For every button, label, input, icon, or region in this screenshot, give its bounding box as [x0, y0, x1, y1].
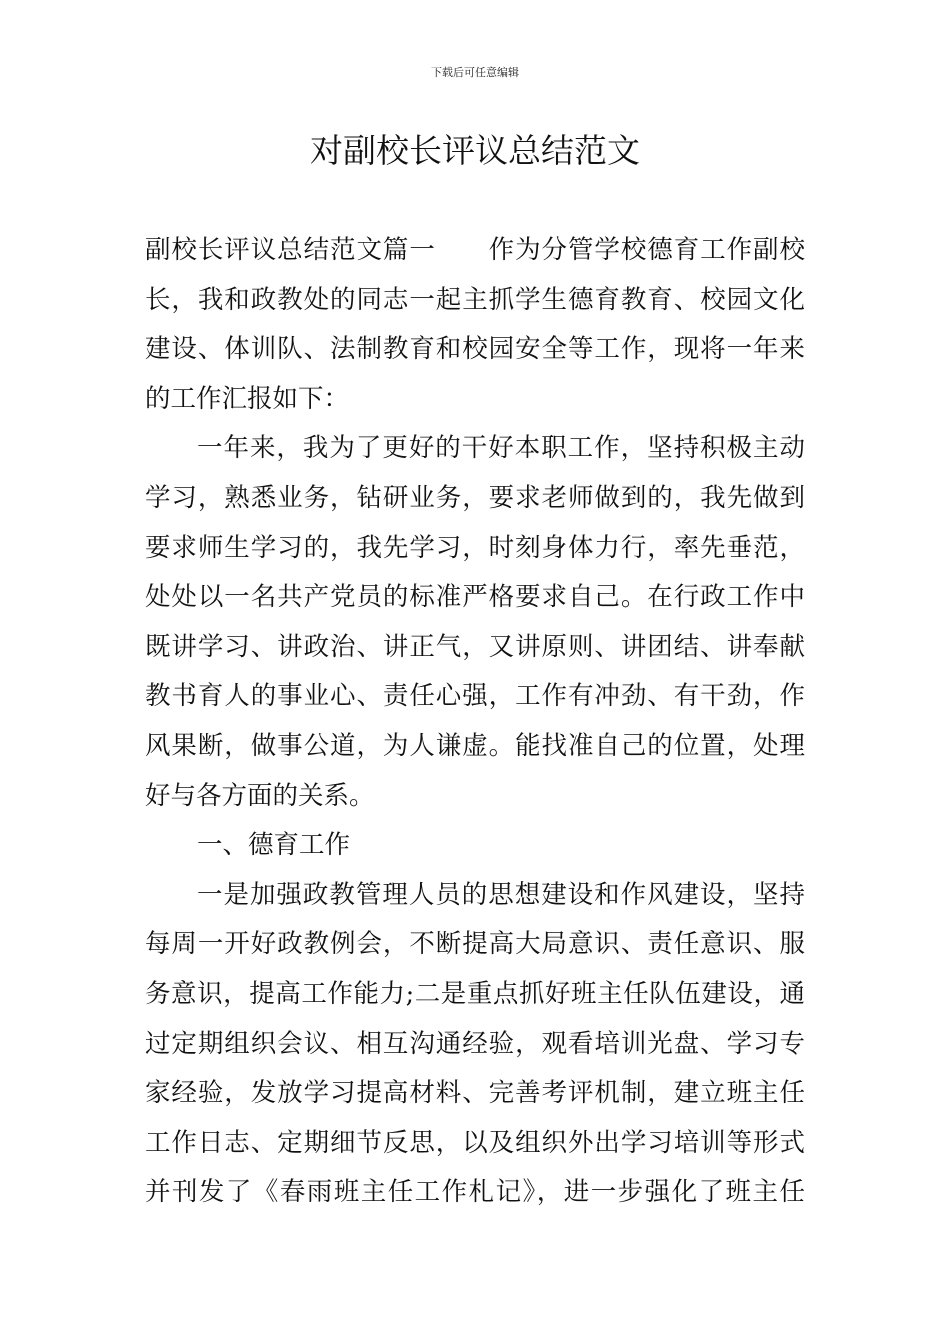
body-line: 长，我和政教处的同志一起主抓学生德育教育、校园文化 [145, 284, 805, 315]
body-line: 教书育人的事业心、责任心强，工作有冲劲、有干劲，作 [145, 681, 805, 712]
download-note: 下载后可任意编辑 [431, 66, 519, 79]
body-line: 工作日志、定期细节反思，以及组织外出学习培训等形式 [145, 1127, 805, 1158]
body-line: 处处以一名共产党员的标准严格要求自己。在行政工作中 [145, 582, 805, 613]
body-line: 要求师生学习的，我先学习，时刻身体力行，率先垂范， [145, 532, 805, 563]
body-line: 一年来，我为了更好的干好本职工作，坚持积极主动 [197, 433, 805, 464]
body-line: 并刊发了《春雨班主任工作札记》，进一步强化了班主任 [145, 1177, 805, 1208]
body-line: 学习，熟悉业务，钻研业务，要求老师做到的，我先做到 [145, 482, 805, 513]
body-line: 副校长评议总结范文篇一 作为分管学校德育工作副校 [145, 235, 805, 265]
body-line: 家经验，发放学习提高材料、完善考评机制，建立班主任 [145, 1078, 805, 1109]
body-line: 务意识，提高工作能力;二是重点抓好班主任队伍建设，通 [145, 978, 805, 1009]
section-heading: 一、德育工作 [197, 830, 351, 861]
body-line: 过定期组织会议、相互沟通经验，观看培训光盘、学习专 [145, 1028, 805, 1059]
body-line: 好与各方面的关系。 [145, 780, 375, 811]
document-title: 对副校长评议总结范文 [310, 131, 640, 170]
body-line: 既讲学习、讲政治、讲正气，又讲原则、讲团结、讲奉献 [145, 631, 805, 662]
body-line: 建设、体训队、法制教育和校园安全等工作，现将一年来 [145, 334, 805, 365]
body-line: 的工作汇报如下： [145, 383, 350, 414]
body-line: 风果断，做事公道，为人谦虚。能找准自己的位置，处理 [145, 730, 805, 761]
body-line: 一是加强政教管理人员的思想建设和作风建设，坚持 [197, 879, 805, 910]
body-line: 每周一开好政教例会，不断提高大局意识、责任意识、服 [145, 929, 805, 960]
document-body [145, 226, 805, 1218]
